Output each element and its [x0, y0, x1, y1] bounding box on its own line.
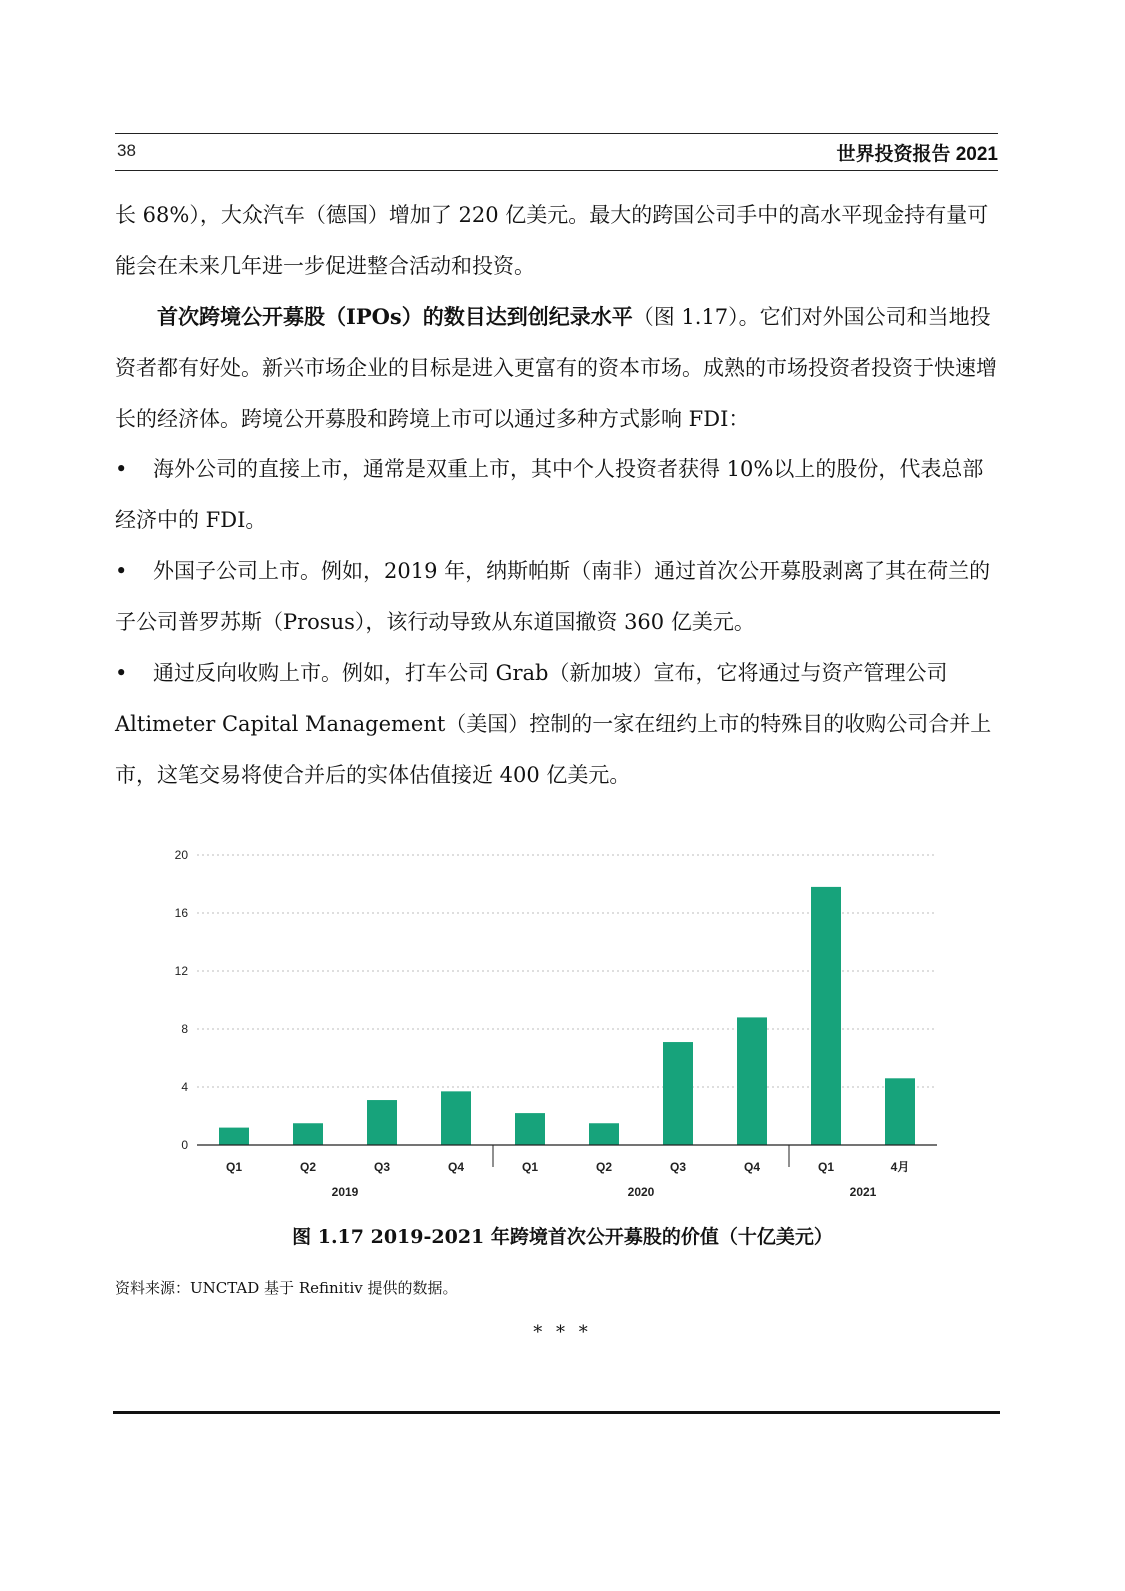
x-tick-label: Q1 — [817, 1160, 835, 1174]
section-separator: * * * — [533, 1322, 592, 1343]
x-tick-label: Q3 — [669, 1160, 687, 1174]
y-tick-label: 16 — [174, 906, 188, 920]
ipo-value-chart — [160, 835, 950, 1210]
bullet-item — [115, 546, 998, 648]
footer-rule — [113, 1411, 1000, 1414]
y-tick-label: 4 — [181, 1080, 188, 1094]
bullet-symbol: • — [115, 559, 128, 583]
bar-chart-svg — [160, 835, 950, 1210]
x-group-label: 2019 — [331, 1185, 359, 1199]
x-group-label: 2021 — [849, 1185, 877, 1199]
bullet-text: 外国子公司上市。例如，2019 年，纳斯帕斯（南非）通过首次公开募股剥离了其在荷兰的子公司普罗苏斯（Prosus），该行动导致从东道国撤资 360 亿美元。 — [115, 559, 991, 634]
paragraph-2-lead: 首次跨境公开募股（IPOs）的数目达到创纪录水平 — [157, 304, 633, 329]
bullet-item — [115, 648, 998, 801]
bullet-symbol: • — [115, 661, 128, 685]
paragraph-2-body: （图 1.17）。它们对外国公司和当地投资者都有好处。新兴市场企业的目标是进入更富有的资本市场。成熟的市场投资者投资于快速增长的经济体。跨境公开募股和跨境上市可以通过多种方式影响 FDI： — [115, 305, 997, 431]
bar — [367, 1100, 397, 1145]
bar — [663, 1042, 693, 1145]
x-tick-label: Q4 — [743, 1160, 761, 1174]
bar — [811, 887, 841, 1145]
y-tick-label: 0 — [181, 1138, 188, 1152]
bar — [293, 1123, 323, 1145]
bullet-text: 海外公司的直接上市，通常是双重上市，其中个人投资者获得 10%以上的股份，代表总部经济中的 FDI。 — [115, 457, 984, 532]
page-header — [115, 133, 998, 171]
y-tick-label: 12 — [174, 964, 188, 978]
x-tick-label: Q3 — [373, 1160, 391, 1174]
source-note: 资料来源：UNCTAD 基于 Refinitiv 提供的数据。 — [115, 1279, 458, 1297]
bullet-text: 通过反向收购上市。例如，打车公司 Grab（新加坡）宣布，它将通过与资产管理公司 Altimeter Capital Management（美国）控制的一家在纽约上市的特殊目的收购公司合并上市，这笔交易将使合并后的实体估值接近 400 亿美元。 — [115, 661, 992, 787]
paragraph-2 — [115, 291, 998, 445]
bar — [589, 1123, 619, 1145]
x-tick-label: Q4 — [447, 1160, 465, 1174]
bar — [515, 1113, 545, 1145]
y-tick-label: 8 — [181, 1022, 188, 1036]
bar — [441, 1091, 471, 1145]
report-title: 世界投资报告 2021 — [836, 144, 998, 165]
bar — [219, 1128, 249, 1145]
bar — [885, 1078, 915, 1145]
figure-caption: 图 1.17 2019-2021 年跨境首次公开募股的价值（十亿美元） — [292, 1226, 833, 1248]
x-tick-label: Q1 — [225, 1160, 243, 1174]
x-group-label: 2020 — [627, 1185, 655, 1199]
y-tick-label: 20 — [174, 848, 188, 862]
x-tick-label: 4月 — [890, 1160, 910, 1174]
bullet-item — [115, 444, 998, 546]
x-tick-label: Q2 — [595, 1160, 613, 1174]
bullet-symbol: • — [115, 457, 128, 481]
x-tick-label: Q2 — [299, 1160, 317, 1174]
paragraph-1: 长 68%），大众汽车（德国）增加了 220 亿美元。最大的跨国公司手中的高水平现金持有量可能会在未来几年进一步促进整合活动和投资。 — [115, 203, 989, 278]
x-tick-label: Q1 — [521, 1160, 539, 1174]
bar — [737, 1017, 767, 1145]
page-number: 38 — [117, 141, 136, 160]
